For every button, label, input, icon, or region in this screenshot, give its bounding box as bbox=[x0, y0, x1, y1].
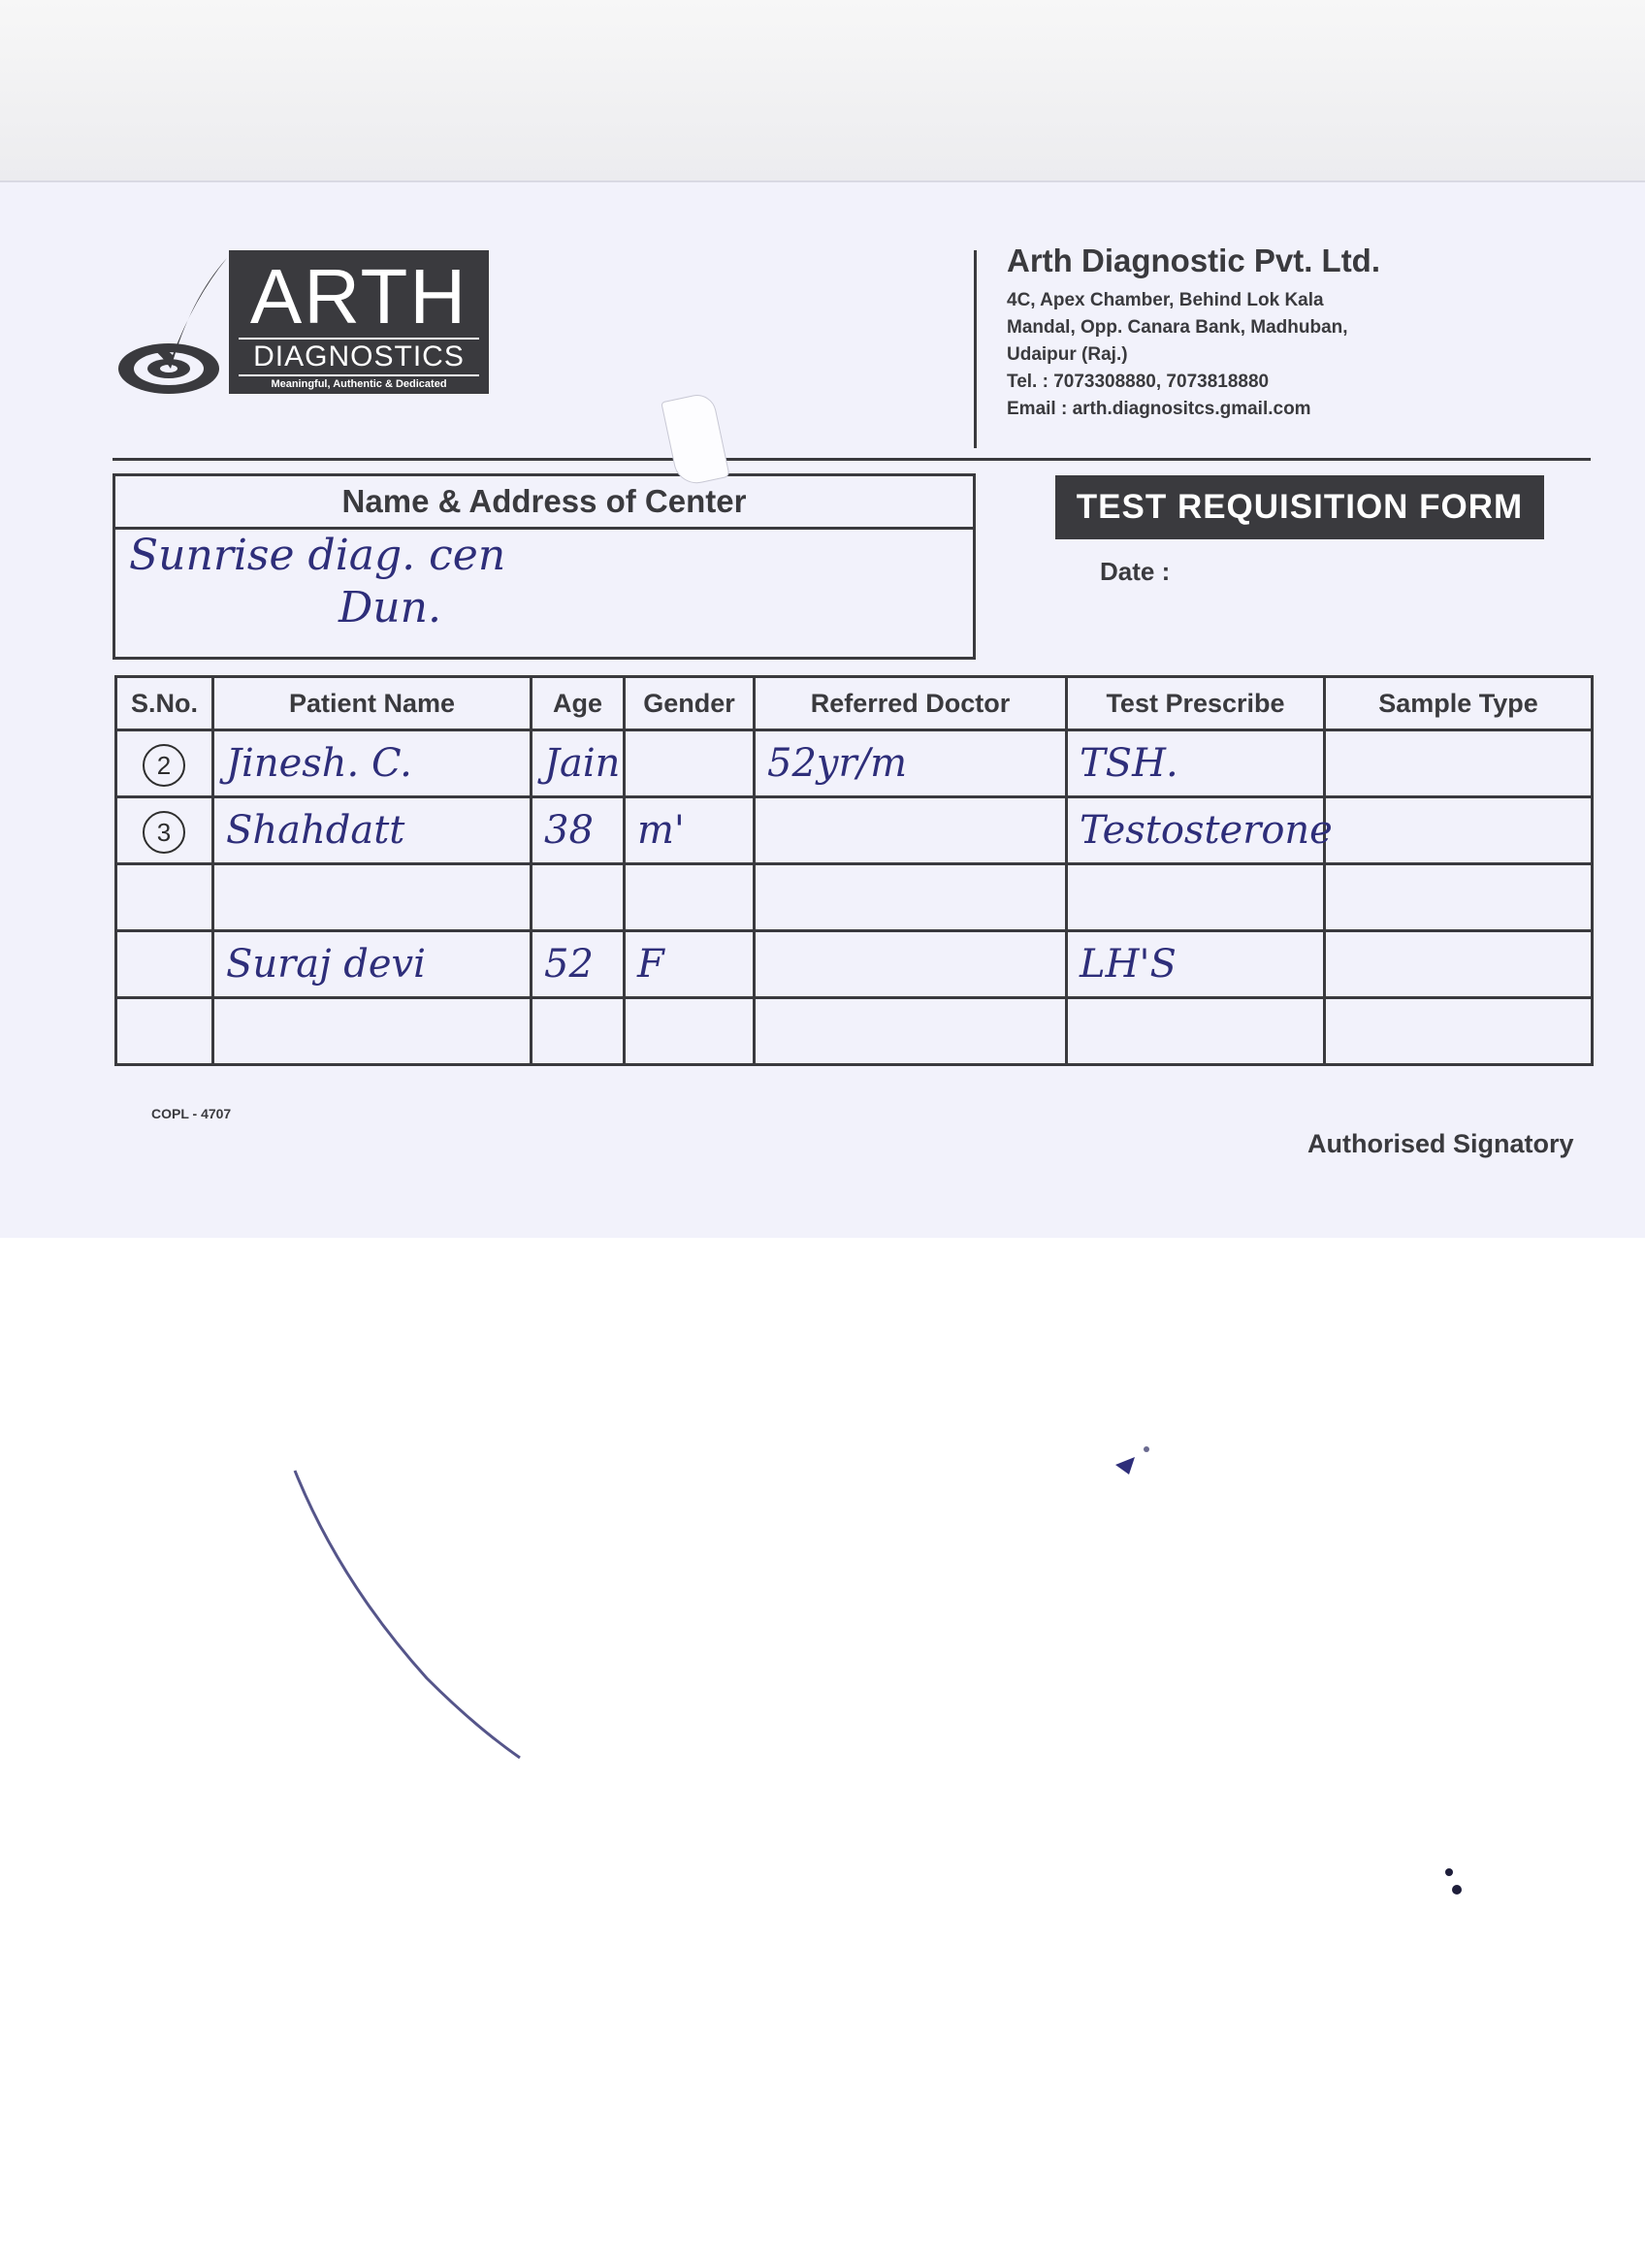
company-tel: Tel. : 7073308880, 7073818880 bbox=[1007, 372, 1270, 392]
table-row bbox=[116, 797, 1593, 864]
center-heading: Name & Address of Center bbox=[115, 476, 973, 530]
cell-patient: Jinesh. C. bbox=[213, 730, 532, 797]
patient-table bbox=[114, 675, 1594, 1066]
cell-test bbox=[1067, 864, 1325, 931]
table-row bbox=[116, 931, 1593, 998]
table-row bbox=[116, 864, 1593, 931]
cell-sample bbox=[1325, 864, 1593, 931]
cell-patient bbox=[213, 864, 532, 931]
scan-background bbox=[0, 0, 1645, 180]
col-patient-name: Patient Name bbox=[213, 677, 532, 730]
cell-patient: Shahdatt bbox=[213, 797, 532, 864]
arth-logo bbox=[113, 250, 489, 398]
cell-doctor bbox=[755, 931, 1067, 998]
company-name: Arth Diagnostic Pvt. Ltd. bbox=[1007, 243, 1381, 278]
cell-gender: F bbox=[625, 931, 755, 998]
col-test-prescribe: Test Prescribe bbox=[1067, 677, 1325, 730]
cell-gender: m' bbox=[625, 797, 755, 864]
cell-sample bbox=[1325, 998, 1593, 1065]
cell-doctor: 52yr/m bbox=[755, 730, 1067, 797]
cell-doctor bbox=[755, 864, 1067, 931]
ink-dots-mark bbox=[1439, 1863, 1468, 1901]
col-age: Age bbox=[532, 677, 625, 730]
cell-sno bbox=[116, 931, 213, 998]
header-rule bbox=[113, 458, 1591, 461]
target-check-icon bbox=[113, 250, 239, 398]
col-referred-doctor: Referred Doctor bbox=[755, 677, 1067, 730]
cell-age: 38 bbox=[532, 797, 625, 864]
company-address-line3: Udaipur (Raj.) bbox=[1007, 344, 1128, 365]
cell-gender bbox=[625, 864, 755, 931]
cell-test: Testosterone bbox=[1067, 797, 1325, 864]
cell-gender bbox=[625, 730, 755, 797]
logo-wordmark bbox=[229, 250, 489, 394]
cell-age: Jain bbox=[532, 730, 625, 797]
col-gender: Gender bbox=[625, 677, 755, 730]
cell-doctor bbox=[755, 998, 1067, 1065]
cell-patient: Suraj devi bbox=[213, 931, 532, 998]
company-email: Email : arth.diagnositcs.gmail.com bbox=[1007, 399, 1311, 419]
cell-age: 52 bbox=[532, 931, 625, 998]
center-handwriting-line2: Dun. bbox=[339, 583, 441, 632]
blank-page-area bbox=[0, 1238, 1645, 2268]
date-label: Date : bbox=[1100, 557, 1171, 586]
cell-sample bbox=[1325, 931, 1593, 998]
table-row bbox=[116, 730, 1593, 797]
ink-dot-mark bbox=[1106, 1436, 1164, 1494]
form-title: TEST REQUISITION FORM bbox=[1055, 475, 1544, 539]
logo-tagline: Meaningful, Authentic & Dedicated bbox=[271, 378, 447, 390]
sno-circle: 3 bbox=[143, 811, 185, 854]
cell-age bbox=[532, 998, 625, 1065]
header-divider bbox=[974, 250, 977, 448]
cell-test: TSH. bbox=[1067, 730, 1325, 797]
company-address-line2: Mandal, Opp. Canara Bank, Madhuban, bbox=[1007, 317, 1348, 338]
pen-stroke-mark bbox=[281, 1465, 533, 1775]
center-handwriting-line1: Sunrise diag. cen bbox=[129, 531, 506, 580]
sno-circle: 2 bbox=[143, 744, 185, 787]
cell-sno bbox=[116, 998, 213, 1065]
cell-sno bbox=[116, 864, 213, 931]
cell-gender bbox=[625, 998, 755, 1065]
table-row bbox=[116, 998, 1593, 1065]
cell-sample bbox=[1325, 730, 1593, 797]
cell-patient bbox=[213, 998, 532, 1065]
cell-test bbox=[1067, 998, 1325, 1065]
authorised-signatory-label: Authorised Signatory bbox=[1307, 1129, 1574, 1158]
form-code: COPL - 4707 bbox=[151, 1106, 232, 1121]
logo-diagnostics-text: DIAGNOSTICS bbox=[239, 338, 479, 376]
cell-doctor bbox=[755, 797, 1067, 864]
col-sample-type: Sample Type bbox=[1325, 677, 1593, 730]
col-sno: S.No. bbox=[116, 677, 213, 730]
table-header-row bbox=[116, 677, 1593, 730]
cell-sno bbox=[116, 797, 213, 864]
center-address-box bbox=[113, 473, 976, 660]
cell-age bbox=[532, 864, 625, 931]
cell-test: LH'S bbox=[1067, 931, 1325, 998]
company-info bbox=[1007, 243, 1589, 423]
logo-arth-text: ARTH bbox=[249, 253, 468, 340]
cell-sample bbox=[1325, 797, 1593, 864]
company-address-line1: 4C, Apex Chamber, Behind Lok Kala bbox=[1007, 290, 1324, 310]
cell-sno bbox=[116, 730, 213, 797]
